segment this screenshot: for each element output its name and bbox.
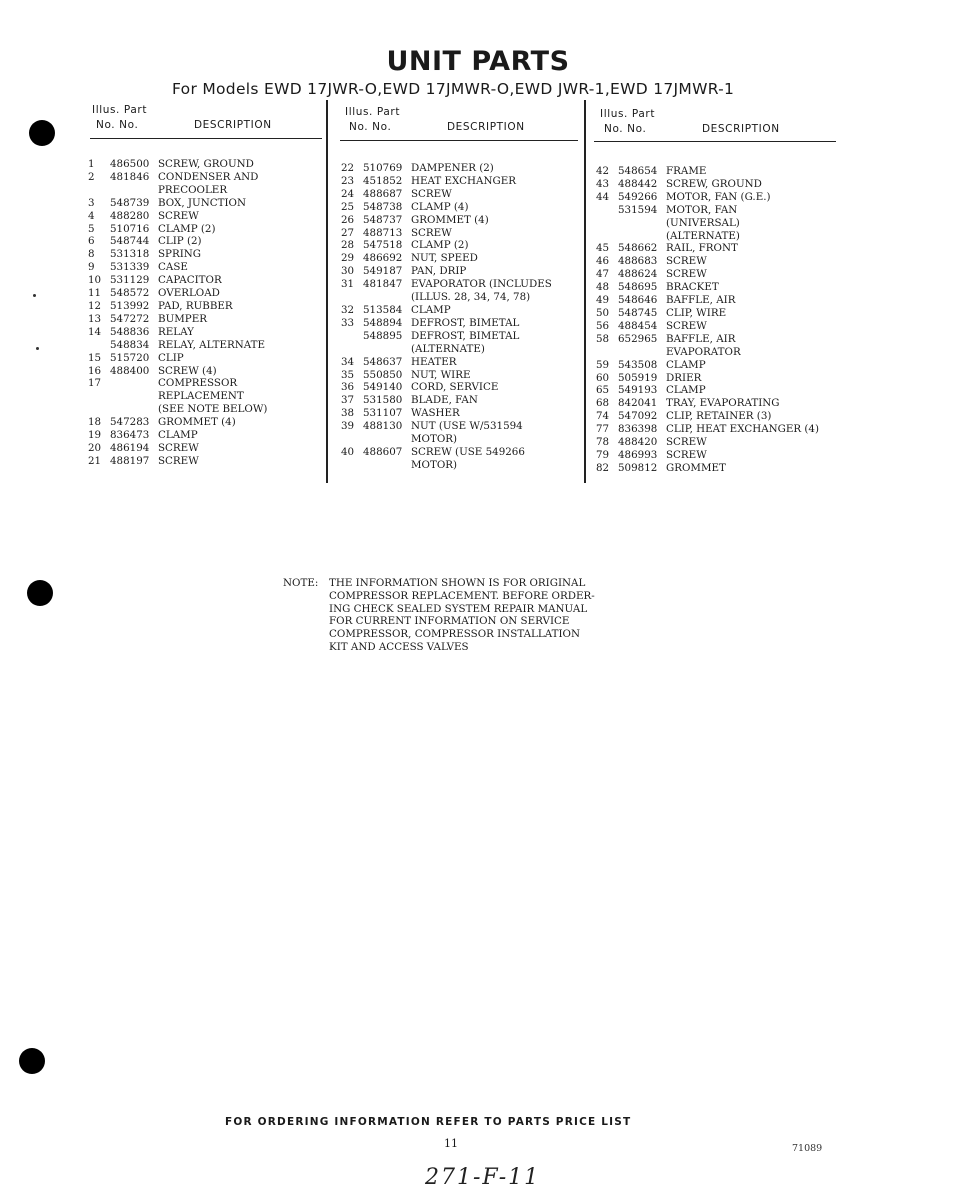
header-description: DESCRIPTION	[447, 121, 525, 133]
part-number: 836473	[110, 429, 150, 442]
part-number: 549140	[363, 381, 403, 394]
hole-punch-middle	[27, 580, 53, 606]
part-number: 513992	[110, 299, 150, 312]
illus-number: 47	[596, 268, 610, 281]
part-description: CONDENSER AND PRECOOLER	[158, 170, 259, 196]
table-row	[596, 204, 846, 243]
table-row	[341, 175, 581, 188]
part-number: 548739	[110, 196, 150, 209]
table-row	[88, 339, 324, 352]
table-row	[341, 214, 581, 227]
illus-number: 12	[88, 299, 102, 312]
part-number: 488420	[618, 436, 658, 449]
part-number: 488624	[618, 268, 658, 281]
part-number: 531594	[618, 203, 658, 216]
table-row	[88, 300, 324, 313]
part-description: CLAMP	[666, 384, 706, 397]
part-number: 451852	[363, 174, 403, 187]
table-row	[88, 365, 324, 378]
page-title: UNIT PARTS	[386, 46, 570, 77]
part-number: 488280	[110, 209, 150, 222]
part-description: CASE	[158, 261, 188, 274]
illus-number: 32	[341, 303, 355, 316]
header-illus-part: Illus. Part	[92, 104, 148, 116]
table-row	[596, 462, 846, 475]
part-number: 548836	[110, 325, 150, 338]
part-description: SCREW	[411, 226, 452, 239]
part-number: 531580	[363, 394, 403, 407]
part-number: 652965	[618, 332, 658, 345]
part-number: 548895	[363, 329, 403, 342]
part-description: BAFFLE, AIR	[666, 294, 736, 307]
table-row	[596, 268, 846, 281]
part-number: 509812	[618, 461, 658, 474]
table-row	[341, 317, 581, 330]
part-number: 549187	[363, 265, 403, 278]
part-description: SCREW	[158, 209, 199, 222]
column-header	[88, 104, 324, 140]
illus-number: 40	[341, 445, 355, 458]
table-row	[596, 320, 846, 333]
table-row	[341, 407, 581, 420]
table-row	[341, 188, 581, 201]
table-row	[341, 201, 581, 214]
illus-number: 15	[88, 351, 102, 364]
illus-number: 56	[596, 319, 610, 332]
table-row	[341, 227, 581, 240]
page-subtitle: For Models EWD 17JWR-O,EWD 17JMWR-O,EWD JWR-1,EWD 17JMWR-1	[172, 80, 735, 98]
header-illus-part: Illus. Part	[600, 108, 656, 120]
part-number: 513584	[363, 303, 403, 316]
table-row	[88, 352, 324, 365]
table-row	[88, 235, 324, 248]
table-row	[596, 423, 846, 436]
illus-number: 46	[596, 255, 610, 268]
part-number: 548834	[110, 338, 150, 351]
part-number: 481847	[363, 278, 403, 291]
table-row	[341, 252, 581, 265]
illus-number: 11	[88, 287, 102, 300]
table-row	[596, 165, 846, 178]
header-illus-part: Illus. Part	[345, 106, 401, 118]
illus-number: 10	[88, 274, 102, 287]
part-description: CLAMP (2)	[411, 239, 469, 252]
illus-number: 27	[341, 226, 355, 239]
part-number: 510769	[363, 162, 403, 174]
illus-number: 79	[596, 448, 610, 461]
illus-number: 58	[596, 332, 610, 345]
illus-number: 36	[341, 381, 355, 394]
part-description: FRAME	[666, 165, 707, 177]
part-number: 547092	[618, 410, 658, 423]
part-description: NUT, SPEED	[411, 252, 478, 265]
table-row	[596, 191, 846, 204]
illus-number: 37	[341, 394, 355, 407]
parts-column-2	[341, 106, 581, 472]
part-description: PAN, DRIP	[411, 265, 467, 278]
table-row	[88, 274, 324, 287]
table-row	[596, 255, 846, 268]
table-row	[596, 242, 846, 255]
handwritten-annotation: 271-F-11	[425, 1165, 541, 1190]
part-description: BLADE, FAN	[411, 394, 478, 407]
table-row	[88, 455, 324, 468]
illus-number: 28	[341, 239, 355, 252]
table-row	[88, 377, 324, 416]
note-label: NOTE:	[283, 577, 319, 589]
illus-number: 29	[341, 252, 355, 265]
table-row	[596, 372, 846, 385]
illus-number: 19	[88, 429, 102, 442]
part-description: NUT, WIRE	[411, 368, 471, 381]
part-description: HEAT EXCHANGER	[411, 174, 516, 187]
table-row	[341, 265, 581, 278]
part-description: BUMPER	[158, 312, 207, 325]
compressor-note	[283, 577, 597, 654]
part-number: 531107	[363, 407, 403, 420]
illus-number: 78	[596, 436, 610, 449]
illus-number: 60	[596, 371, 610, 384]
note-text: THE INFORMATION SHOWN IS FOR ORIGINAL COMPRESSOR REPLACEMENT. BEFORE ORDER- ING CHECK SEALED SYSTEM REPAIR MANUAL FOR CURRENT INFORMATION ON SERVICE COMPRESSOR, COMPRESSOR INSTALLATION KIT AND ACCESS VALVES	[329, 577, 595, 653]
part-description: CORD, SERVICE	[411, 381, 499, 394]
part-description: CLIP, WIRE	[666, 306, 727, 319]
illus-number: 45	[596, 242, 610, 255]
table-row	[596, 384, 846, 397]
illus-number: 65	[596, 384, 610, 397]
illus-number: 59	[596, 358, 610, 371]
illus-number: 23	[341, 174, 355, 187]
table-row	[88, 416, 324, 429]
hole-punch-bottom	[19, 1048, 45, 1074]
part-description: COMPRESSOR REPLACEMENT (SEE NOTE BELOW)	[158, 377, 268, 416]
illus-number: 49	[596, 294, 610, 307]
part-description: DRIER	[666, 371, 702, 384]
part-number: 842041	[618, 397, 658, 410]
illus-number: 44	[596, 190, 610, 203]
table-row	[88, 442, 324, 455]
part-number: 548695	[618, 281, 658, 294]
illus-number: 34	[341, 355, 355, 368]
part-description: DAMPENER (2)	[411, 162, 494, 174]
part-number: 836398	[618, 423, 658, 436]
part-description: SCREW	[666, 255, 707, 268]
illus-number: 4	[88, 209, 95, 222]
part-number: 548745	[618, 306, 658, 319]
column-divider	[326, 100, 328, 483]
illus-number: 17	[88, 377, 102, 390]
part-description: CLIP, HEAT EXCHANGER (4)	[666, 423, 820, 436]
part-description: MOTOR, FAN (G.E.)	[666, 190, 771, 203]
part-description: EVAPORATOR (INCLUDES (ILLUS. 28, 34, 74, 78)	[411, 278, 552, 304]
part-description: DEFROST, BIMETAL (ALTERNATE)	[411, 329, 520, 355]
part-description: HEATER	[411, 355, 457, 368]
header-description: DESCRIPTION	[702, 123, 780, 135]
part-description: CLAMP (2)	[158, 222, 216, 235]
parts-column-1	[88, 104, 324, 468]
part-number: 548637	[363, 355, 403, 368]
illus-number: 33	[341, 316, 355, 329]
part-number: 548737	[363, 213, 403, 226]
table-row	[341, 446, 581, 472]
part-description: NUT (USE W/531594 MOTOR)	[411, 420, 523, 446]
part-description: DEFROST, BIMETAL	[411, 316, 520, 329]
table-row	[88, 197, 324, 210]
part-number: 548894	[363, 316, 403, 329]
illus-number: 50	[596, 306, 610, 319]
parts-column-3	[596, 108, 846, 475]
part-number: 549193	[618, 384, 658, 397]
illus-number: 43	[596, 177, 610, 190]
table-row	[88, 223, 324, 236]
part-number: 486194	[110, 441, 150, 454]
illus-number: 24	[341, 187, 355, 200]
part-number: 549266	[618, 190, 658, 203]
table-row	[596, 307, 846, 320]
part-number: 486993	[618, 448, 658, 461]
part-number: 488713	[363, 226, 403, 239]
table-row	[341, 278, 581, 304]
table-row	[341, 330, 581, 356]
part-number: 486500	[110, 158, 150, 170]
part-description: CLAMP	[666, 358, 706, 371]
illus-number: 6	[88, 235, 95, 248]
table-row	[341, 356, 581, 369]
table-row	[596, 449, 846, 462]
table-row	[596, 281, 846, 294]
illus-number: 8	[88, 248, 95, 261]
illus-number: 42	[596, 165, 610, 177]
part-number: 505919	[618, 371, 658, 384]
table-row	[596, 178, 846, 191]
table-row	[88, 261, 324, 274]
part-description: OVERLOAD	[158, 287, 220, 300]
part-description: GROMMET (4)	[411, 213, 489, 226]
table-row	[341, 394, 581, 407]
illus-number: 30	[341, 265, 355, 278]
table-row	[88, 326, 324, 339]
scan-mark	[36, 347, 39, 350]
part-description: RELAY	[158, 325, 194, 338]
illus-number: 3	[88, 196, 95, 209]
illus-number: 1	[88, 158, 95, 170]
part-description: BRACKET	[666, 281, 719, 294]
part-description: SCREW, GROUND	[158, 158, 254, 170]
table-row	[88, 287, 324, 300]
part-number: 531318	[110, 248, 150, 261]
part-number: 488607	[363, 445, 403, 458]
part-description: GROMMET (4)	[158, 416, 236, 429]
table-row	[341, 304, 581, 317]
illus-number: 39	[341, 420, 355, 433]
illus-number: 16	[88, 364, 102, 377]
table-row	[596, 294, 846, 307]
part-description: CAPACITOR	[158, 274, 222, 287]
part-number: 488442	[618, 177, 658, 190]
part-description: SCREW (USE 549266 MOTOR)	[411, 445, 525, 471]
ordering-footer: FOR ORDERING INFORMATION REFER TO PARTS PRICE LIST	[225, 1116, 632, 1128]
part-number: 488400	[110, 364, 150, 377]
table-row	[88, 429, 324, 442]
part-number: 543508	[618, 358, 658, 371]
part-description: RELAY, ALTERNATE	[158, 338, 265, 351]
page-number: 11	[444, 1137, 458, 1150]
header-no-no: No. No.	[96, 119, 139, 131]
illus-number: 9	[88, 261, 95, 274]
part-number: 548738	[363, 200, 403, 213]
part-description: TRAY, EVAPORATING	[666, 397, 780, 410]
hole-punch-top	[29, 120, 55, 146]
part-number: 548744	[110, 235, 150, 248]
part-description: WASHER	[411, 407, 460, 420]
illus-number: 48	[596, 281, 610, 294]
part-description: SCREW	[158, 454, 199, 467]
part-description: SCREW	[411, 187, 452, 200]
part-description: CLIP	[158, 351, 184, 364]
table-row	[88, 248, 324, 261]
part-number: 486692	[363, 252, 403, 265]
illus-number: 31	[341, 278, 355, 291]
illus-number: 14	[88, 325, 102, 338]
part-number: 488130	[363, 420, 403, 433]
part-description: SCREW	[666, 268, 707, 281]
illus-number: 21	[88, 454, 102, 467]
table-row	[88, 210, 324, 223]
part-description: SCREW	[666, 319, 707, 332]
illus-number: 68	[596, 397, 610, 410]
illus-number: 26	[341, 213, 355, 226]
part-description: CLAMP	[158, 429, 198, 442]
part-description: SCREW	[666, 448, 707, 461]
column-header	[596, 108, 846, 144]
part-number: 547283	[110, 416, 150, 429]
part-number: 548646	[618, 294, 658, 307]
part-number: 488687	[363, 187, 403, 200]
table-row	[596, 397, 846, 410]
header-description: DESCRIPTION	[194, 119, 272, 131]
part-description: CLIP, RETAINER (3)	[666, 410, 772, 423]
part-description: BOX, JUNCTION	[158, 196, 246, 209]
part-description: CLAMP	[411, 303, 451, 316]
illus-number: 35	[341, 368, 355, 381]
part-description: SPRING	[158, 248, 202, 261]
part-description: SCREW	[158, 441, 199, 454]
illus-number: 77	[596, 423, 610, 436]
part-number: 547518	[363, 239, 403, 252]
illus-number: 13	[88, 312, 102, 325]
table-row	[341, 369, 581, 382]
illus-number: 38	[341, 407, 355, 420]
illus-number: 82	[596, 461, 610, 474]
column-divider	[584, 100, 586, 483]
column-header	[341, 106, 581, 142]
table-row	[596, 359, 846, 372]
table-row	[88, 171, 324, 197]
part-description: SCREW	[666, 436, 707, 449]
illus-number: 74	[596, 410, 610, 423]
part-description: CLIP (2)	[158, 235, 202, 248]
header-no-no: No. No.	[349, 121, 392, 133]
table-row	[596, 436, 846, 449]
part-number: 547272	[110, 312, 150, 325]
illus-number: 20	[88, 441, 102, 454]
part-number: 481846	[110, 170, 150, 183]
part-description: PAD, RUBBER	[158, 299, 233, 312]
part-description: BAFFLE, AIR EVAPORATOR	[666, 332, 741, 358]
part-number: 488454	[618, 319, 658, 332]
part-description: SCREW (4)	[158, 364, 217, 377]
illus-number: 2	[88, 170, 95, 183]
table-row	[341, 162, 581, 175]
part-description: CLAMP (4)	[411, 200, 469, 213]
table-row	[88, 313, 324, 326]
illus-number: 25	[341, 200, 355, 213]
part-number: 515720	[110, 351, 150, 364]
part-number: 548662	[618, 242, 658, 255]
illus-number: 22	[341, 162, 355, 174]
part-number: 550850	[363, 368, 403, 381]
part-number: 531129	[110, 274, 150, 287]
part-number: 531339	[110, 261, 150, 274]
part-number: 488683	[618, 255, 658, 268]
part-description: MOTOR, FAN (UNIVERSAL) (ALTERNATE)	[666, 203, 740, 242]
header-no-no: No. No.	[604, 123, 647, 135]
part-number: 548572	[110, 287, 150, 300]
part-description: RAIL, FRONT	[666, 242, 738, 255]
table-row	[341, 420, 581, 446]
part-description: GROMMET	[666, 461, 726, 474]
table-row	[596, 410, 846, 423]
part-number: 548654	[618, 165, 658, 177]
illus-number: 5	[88, 222, 95, 235]
part-number: 488197	[110, 454, 150, 467]
table-row	[88, 158, 324, 171]
document-code: 71089	[792, 1143, 823, 1154]
part-number: 510716	[110, 222, 150, 235]
table-row	[341, 239, 581, 252]
part-description: SCREW, GROUND	[666, 177, 762, 190]
table-row	[341, 381, 581, 394]
table-row	[596, 333, 846, 359]
scan-mark	[33, 294, 36, 297]
illus-number: 18	[88, 416, 102, 429]
